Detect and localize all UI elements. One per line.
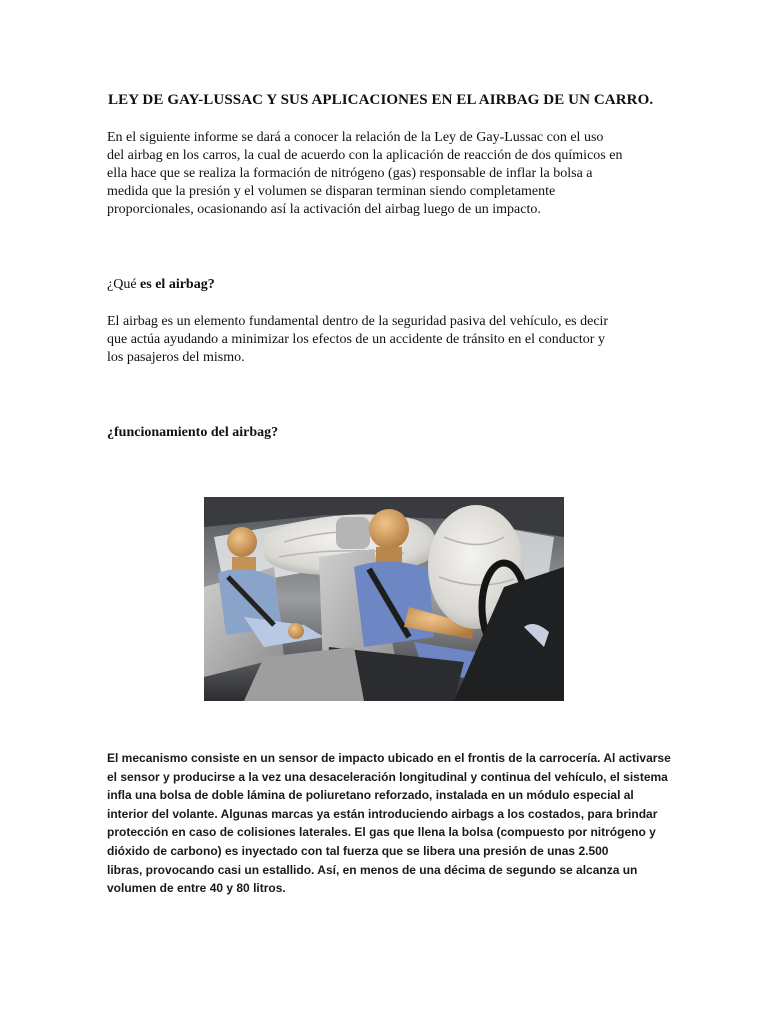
question-prefix: ¿Qué — [107, 277, 141, 292]
definition-paragraph — [107, 313, 667, 367]
mechanism-line: interior del volante. Algunas marcas ya están introduciendo airbags a los costados, para brindar — [107, 806, 658, 821]
mechanism-line: el sensor y producirse a la vez una desaceleración longitudinal y continua del vehículo, el sistema — [107, 769, 668, 784]
intro-line: ella hace que se realiza la formación de nitrógeno (gas) responsable de inflar la bolsa a — [107, 166, 593, 181]
mechanism-line: El mecanismo consiste en un sensor de impacto ubicado en el frontis de la carrocería. Al activarse — [107, 751, 671, 765]
airbag-crash-test-photo — [204, 497, 564, 701]
mechanism-line: libras, provocando casi un estallido. Así, en menos de una décima de segundo se alcanza un — [107, 862, 638, 877]
mechanism-line: infla una bolsa de doble lámina de poliuretano reforzado, instalada en un módulo especial al — [107, 788, 634, 803]
definition-line: El airbag es un elemento fundamental dentro de la seguridad pasiva del vehículo, es decir — [107, 314, 609, 329]
definition-line: que actúa ayudando a minimizar los efectos de un accidente de tránsito en el conductor y — [107, 332, 605, 347]
question-bold: es el airbag? — [140, 277, 215, 292]
document-title: LEY DE GAY-LUSSAC Y SUS APLICACIONES EN EL AIRBAG DE UN CARRO. — [108, 92, 654, 108]
mechanism-line: volumen de entre 40 y 80 litros. — [107, 881, 286, 896]
mechanism-paragraph — [107, 749, 671, 898]
definition-line: los pasajeros del mismo. — [107, 350, 245, 365]
mechanism-line: protección en caso de colisiones laterales. El gas que llena la bolsa (compuesto por nitrógeno y — [107, 825, 656, 840]
intro-line: del airbag en los carros, la cual de acuerdo con la aplicación de reacción de dos químicos en — [107, 148, 623, 163]
intro-line: En el siguiente informe se dará a conocer la relación de la Ley de Gay-Lussac con el uso — [107, 130, 604, 145]
question-heading-2: ¿funcionamiento del airbag? — [107, 425, 279, 440]
intro-paragraph — [107, 129, 667, 219]
intro-line: medida que la presión y el volumen se disparan terminan siendo completamente — [107, 184, 556, 199]
question-heading-1 — [107, 276, 667, 294]
airbag-photo-illustration — [204, 497, 564, 701]
mechanism-line: dióxido de carbono) es inyectado con tal fuerza que se libera una presión de unas 2.500 — [107, 843, 609, 858]
intro-line: proporcionales, ocasionando así la activación del airbag luego de un impacto. — [107, 202, 541, 217]
